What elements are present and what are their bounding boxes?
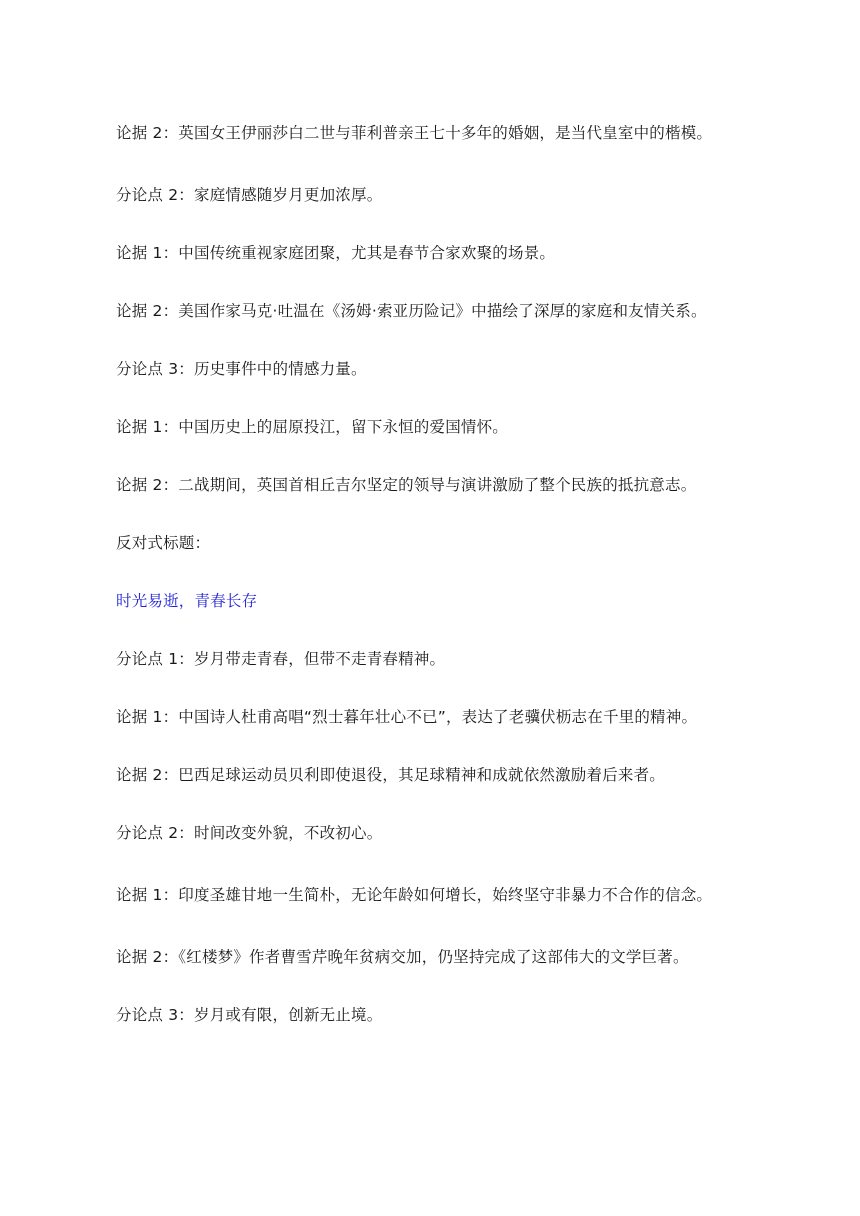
paragraph-evidence: 论据 1：中国诗人杜甫高唱“烈士暮年壮心不已”，表达了老骥伏枥志在千里的精神。 (116, 708, 698, 726)
paragraph-sub-argument: 分论点 1：岁月带走青春，但带不走青春精神。 (116, 650, 446, 668)
paragraph-evidence: 论据 1：印度圣雄甘地一生简朴，无论年龄如何增长，始终坚守非暴力不合作的信念。 (116, 886, 713, 904)
paragraph-evidence: 论据 1：中国历史上的屈原投江，留下永恒的爱国情怀。 (116, 418, 508, 436)
paragraph-sub-argument: 分论点 3：岁月或有限，创新无止境。 (116, 1006, 383, 1024)
paragraph-sub-argument: 分论点 3：历史事件中的情感力量。 (116, 360, 367, 378)
paragraph-evidence: 论据 2：美国作家马克·吐温在《汤姆·索亚历险记》中描绘了深厚的家庭和友情关系。 (116, 302, 707, 320)
paragraph-sub-argument: 分论点 2：家庭情感随岁月更加浓厚。 (116, 186, 383, 204)
paragraph-sub-argument: 分论点 2：时间改变外貌，不改初心。 (116, 824, 383, 842)
paragraph-evidence: 论据 2：巴西足球运动员贝利即使退役，其足球精神和成就依然激励着后来者。 (116, 766, 665, 784)
paragraph-evidence: 论据 1：中国传统重视家庭团聚，尤其是春节合家欢聚的场景。 (116, 244, 556, 262)
paragraph-title: 时光易逝，青春长存 (116, 592, 258, 610)
paragraph-evidence: 论据 2：英国女王伊丽莎白二世与菲利普亲王七十多年的婚姻，是当代皇室中的楷模。 (116, 124, 713, 142)
paragraph-evidence: 论据 2：《红楼梦》作者曹雪芹晚年贫病交加，仍坚持完成了这部伟大的文学巨著。 (116, 948, 689, 966)
document-body (80, 112, 785, 1056)
paragraph-section-label: 反对式标题： (116, 534, 211, 552)
paragraph-evidence: 论据 2：二战期间，英国首相丘吉尔坚定的领导与演讲激励了整个民族的抵抗意志。 (116, 476, 697, 494)
